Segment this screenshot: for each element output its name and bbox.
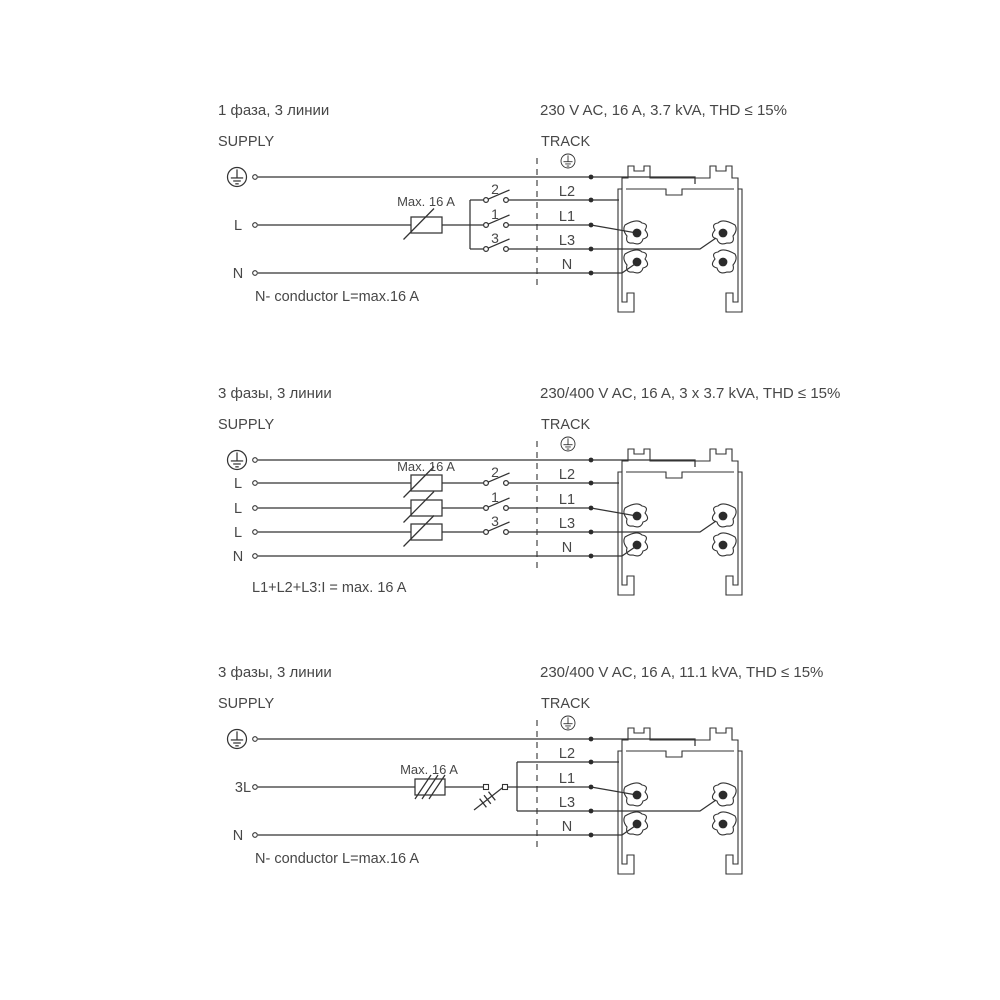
supply-section-label: SUPPLY [218, 417, 275, 433]
track-terminal-label: L3 [558, 516, 576, 532]
wiring-note: N- conductor L=max.16 A [255, 289, 420, 305]
track-terminal-label: L1 [558, 771, 576, 787]
track-section-label: TRACK [541, 134, 591, 150]
switch-number: 3 [491, 230, 499, 246]
terminal-circle [253, 175, 258, 180]
supply-wires [258, 177, 591, 273]
fuse-rating-label: Max. 16 A [397, 459, 455, 474]
fuse-icon [404, 492, 443, 523]
three-pole-switch-icon [474, 785, 508, 811]
terminal-circle [253, 737, 258, 742]
track-section-label: TRACK [541, 417, 591, 433]
supply-terminal-label: N [232, 828, 244, 844]
supply-section-label: SUPPLY [218, 134, 275, 150]
switch-number: 2 [491, 464, 499, 480]
terminal-circle [253, 554, 258, 559]
fuse-rating-label: Max. 16 A [400, 762, 458, 777]
track-terminal-label: L2 [558, 467, 576, 483]
track-terminal-label: N [561, 819, 573, 835]
diagram-three-phase-single-switch [218, 664, 823, 874]
earth-icon [228, 730, 247, 749]
diagram-three-phase [218, 385, 840, 596]
supply-terminal-label: N [232, 549, 244, 565]
wiring-note: L1+L2+L3:I = max. 16 A [252, 580, 407, 596]
supply-section-label: SUPPLY [218, 696, 275, 712]
terminal-circle [253, 271, 258, 276]
supply-terminal-label: L [233, 501, 243, 517]
track-terminal-label: L3 [558, 233, 576, 249]
phase-title: 3 фазы, 3 линии [218, 664, 332, 681]
switch-number: 3 [491, 513, 499, 529]
track-terminal-label: N [561, 257, 573, 273]
fuse-rating-label: Max. 16 A [397, 194, 455, 209]
spec-title: 230 V AC, 16 A, 3.7 kVA, THD ≤ 15% [540, 102, 787, 119]
terminal-circle [253, 785, 258, 790]
phase-title: 1 фаза, 3 линии [218, 102, 330, 119]
track-section-label: TRACK [541, 696, 591, 712]
terminal-circle [253, 223, 258, 228]
terminal-circle [253, 458, 258, 463]
earth-icon [228, 168, 247, 187]
track-terminal-label: L2 [558, 746, 576, 762]
diagram-single-phase [218, 102, 787, 312]
phase-title: 3 фазы, 3 линии [218, 385, 332, 402]
spec-title: 230/400 V AC, 16 A, 3 x 3.7 kVA, THD ≤ 15% [540, 385, 841, 402]
supply-terminal-label: L [233, 476, 243, 492]
wiring-note: N- conductor L=max.16 A [255, 851, 420, 867]
switch-number: 1 [491, 206, 499, 222]
supply-terminal-label: 3L [234, 780, 252, 796]
switch-number: 1 [491, 489, 499, 505]
supply-terminal-label: L [233, 218, 243, 234]
terminal-circle [253, 506, 258, 511]
supply-wires [258, 739, 591, 835]
supply-terminal-label: L [233, 525, 243, 541]
track-terminal-label: L2 [558, 184, 576, 200]
spec-title: 230/400 V AC, 16 A, 11.1 kVA, THD ≤ 15% [540, 664, 824, 681]
track-terminal-label: L3 [558, 795, 576, 811]
track-terminal-label: L1 [558, 209, 576, 225]
fuse-icon [404, 209, 443, 240]
fuse-icon [415, 775, 445, 799]
fuse-icon [404, 516, 443, 547]
supply-terminal-label: N [232, 266, 244, 282]
terminal-circle [253, 530, 258, 535]
earth-icon [228, 451, 247, 470]
terminal-circle [253, 833, 258, 838]
track-terminal-label: L1 [558, 492, 576, 508]
switch-number: 2 [491, 181, 499, 197]
terminal-circle [253, 481, 258, 486]
track-terminal-label: N [561, 540, 573, 556]
